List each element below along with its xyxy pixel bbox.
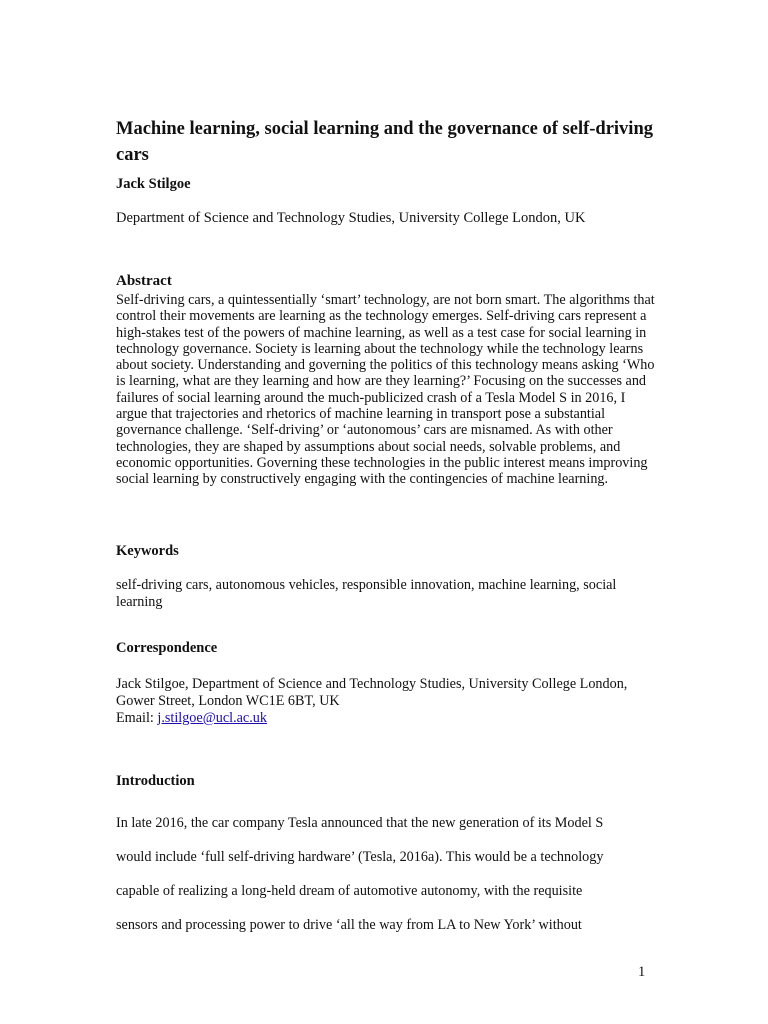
intro-line: sensors and processing power to drive ‘all the way from LA to New York’ without xyxy=(116,917,582,933)
page-number: 1 xyxy=(638,964,646,980)
abstract-heading: Abstract xyxy=(116,273,172,289)
author-name: Jack Stilgoe xyxy=(116,176,191,192)
paper-title: Machine learning, social learning and the governance of self-driving cars xyxy=(116,119,653,165)
introduction-body xyxy=(116,806,656,942)
keywords-text: self-driving cars, autonomous vehicles, responsible innovation, machine learning, social learning xyxy=(116,577,617,610)
email-label: Email: xyxy=(116,710,158,726)
email-link[interactable]: j.stilgoe@ucl.ac.uk xyxy=(157,710,267,726)
abstract-text: Self-driving cars, a quintessentially ‘smart’ technology, are not born smart. The algorithms that control their movements are learning as the technology emerges. Self-driving cars represent a high-stakes test of the powers of machine learning, as well as a test case for social learning in technology governance. Society is learning about the technology while the technology learns about society. Understanding and governing the politics of this technology means asking ‘Who is learning, what are they learning and how are they learning?’ Focusing on the successes and failures of social learning around the much-publicized crash of a Tesla Model S in 2016, I argue that trajectories and rhetorics of machine learning in transport pose a substantial governance challenge. ‘Self-driving’ or ‘autonomous’ cars are misnamed. As with other technologies, they are shaped by assumptions about social needs, solvable problems, and economic opportunities. Governing these technologies in the public interest means improving social learning by constructively engaging with the contingencies of machine learning. xyxy=(116,292,655,488)
introduction-heading: Introduction xyxy=(116,773,195,789)
intro-line: would include ‘full self-driving hardware’ (Tesla, 2016a). This would be a technology xyxy=(116,849,604,865)
intro-line: In late 2016, the car company Tesla announced that the new generation of its Model S xyxy=(116,815,604,831)
correspondence-address: Jack Stilgoe, Department of Science and Technology Studies, University College London, Gower Street, London WC1E 6BT, UK xyxy=(116,676,628,709)
correspondence-block xyxy=(116,676,656,727)
correspondence-heading: Correspondence xyxy=(116,640,218,656)
author-affiliation: Department of Science and Technology Studies, University College London, UK xyxy=(116,210,586,226)
intro-line: capable of realizing a long-held dream of automotive autonomy, with the requisite xyxy=(116,883,583,899)
keywords-heading: Keywords xyxy=(116,543,179,559)
